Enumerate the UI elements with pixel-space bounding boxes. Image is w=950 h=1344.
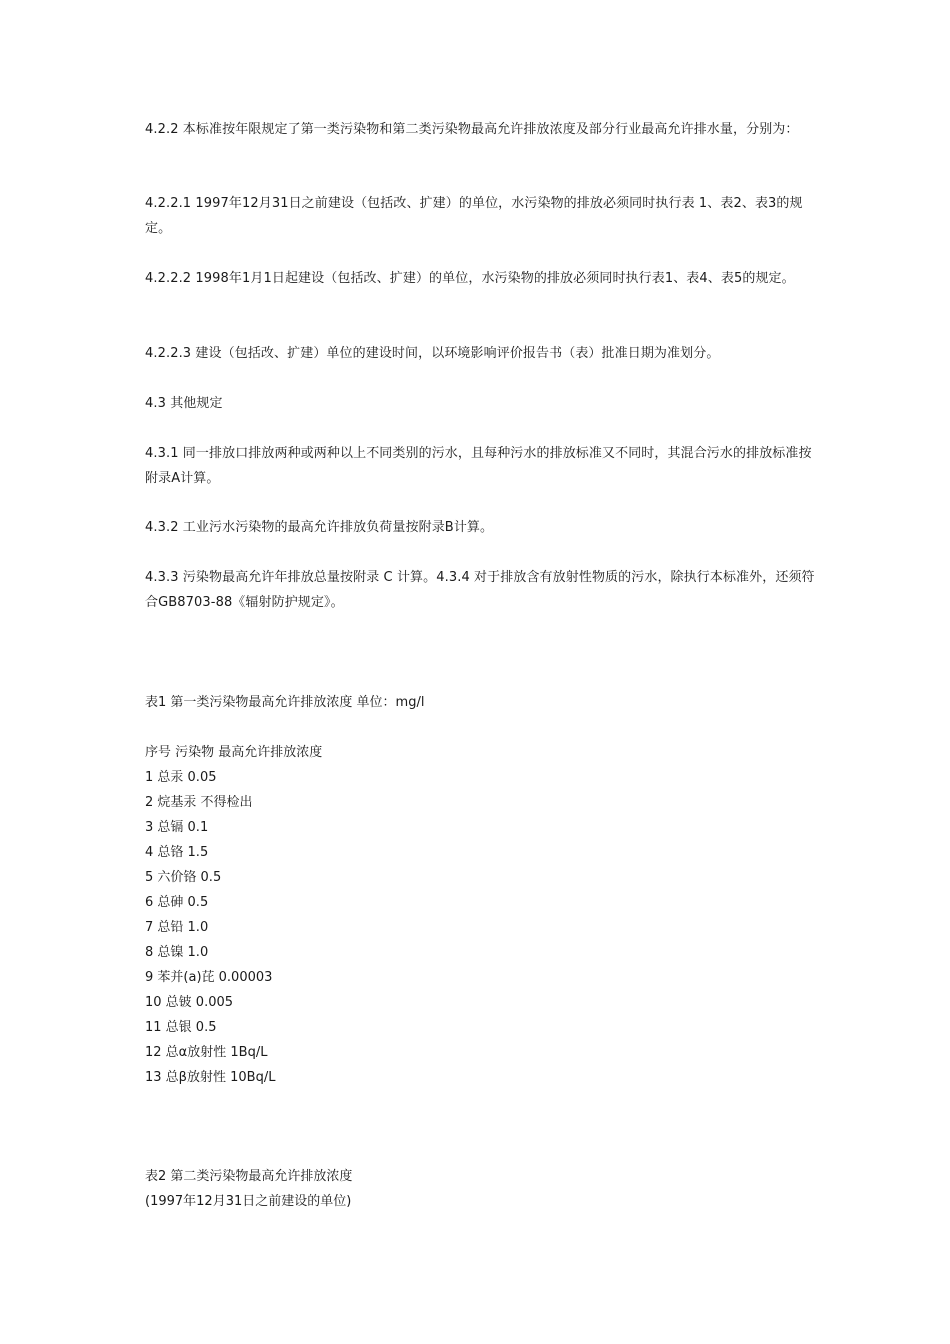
table-row: 9 苯并(a)芘 0.00003 (145, 970, 273, 985)
table-row: 1 总汞 0.05 (145, 770, 217, 785)
paragraph-4-2-2-1: 4.2.2.1 1997年12月31日之前建设（包括改、扩建）的单位，水污染物的排放必须同时执行表 1、表2、表3的规定。 (145, 196, 803, 236)
table2-subtitle: (1997年12月31日之前建设的单位) (145, 1194, 352, 1209)
table-row: 8 总镍 1.0 (145, 945, 209, 960)
paragraph-4-3-2: 4.3.2 工业污水污染物的最高允许排放负荷量按附录B计算。 (145, 520, 494, 535)
paragraph-4-2-2: 4.2.2 本标准按年限规定了第一类污染物和第二类污染物最高允许排放浓度及部分行业最高允许排水量，分别为： (145, 122, 799, 137)
table2-title: 表2 第二类污染物最高允许排放浓度 (145, 1169, 353, 1184)
table-row: 4 总铬 1.5 (145, 845, 209, 860)
table-row: 10 总铍 0.005 (145, 995, 234, 1010)
section-heading-4-3: 4.3 其他规定 (145, 396, 223, 411)
table-row: 6 总砷 0.5 (145, 895, 209, 910)
table1-header: 序号 污染物 最高允许排放浓度 (145, 745, 323, 760)
table1-title: 表1 第一类污染物最高允许排放浓度 单位：mg/l (145, 695, 425, 710)
table-row: 2 烷基汞 不得检出 (145, 795, 253, 810)
paragraph-4-3-3: 4.3.3 污染物最高允许年排放总量按附录 C 计算。4.3.4 对于排放含有放射性物质的污水，除执行本标准外，还须符合GB8703-88《辐射防护规定》。 (145, 570, 815, 610)
table-row: 7 总铅 1.0 (145, 920, 209, 935)
table-row: 13 总β放射性 10Bq/L (145, 1070, 276, 1085)
paragraph-4-2-2-2: 4.2.2.2 1998年1月1日起建设（包括改、扩建）的单位，水污染物的排放必须同时执行表1、表4、表5的规定。 (145, 271, 795, 286)
table-row: 5 六价铬 0.5 (145, 870, 222, 885)
paragraph-4-3-1: 4.3.1 同一排放口排放两种或两种以上不同类别的污水，且每种污水的排放标准又不同时，其混合污水的排放标准按附录A计算。 (145, 446, 812, 486)
table-row: 11 总银 0.5 (145, 1020, 217, 1035)
table-row: 12 总α放射性 1Bq/L (145, 1045, 268, 1060)
table-row: 3 总镉 0.1 (145, 820, 209, 835)
paragraph-4-2-2-3: 4.2.2.3 建设（包括改、扩建）单位的建设时间，以环境影响评价报告书（表）批准日期为准划分。 (145, 346, 720, 361)
